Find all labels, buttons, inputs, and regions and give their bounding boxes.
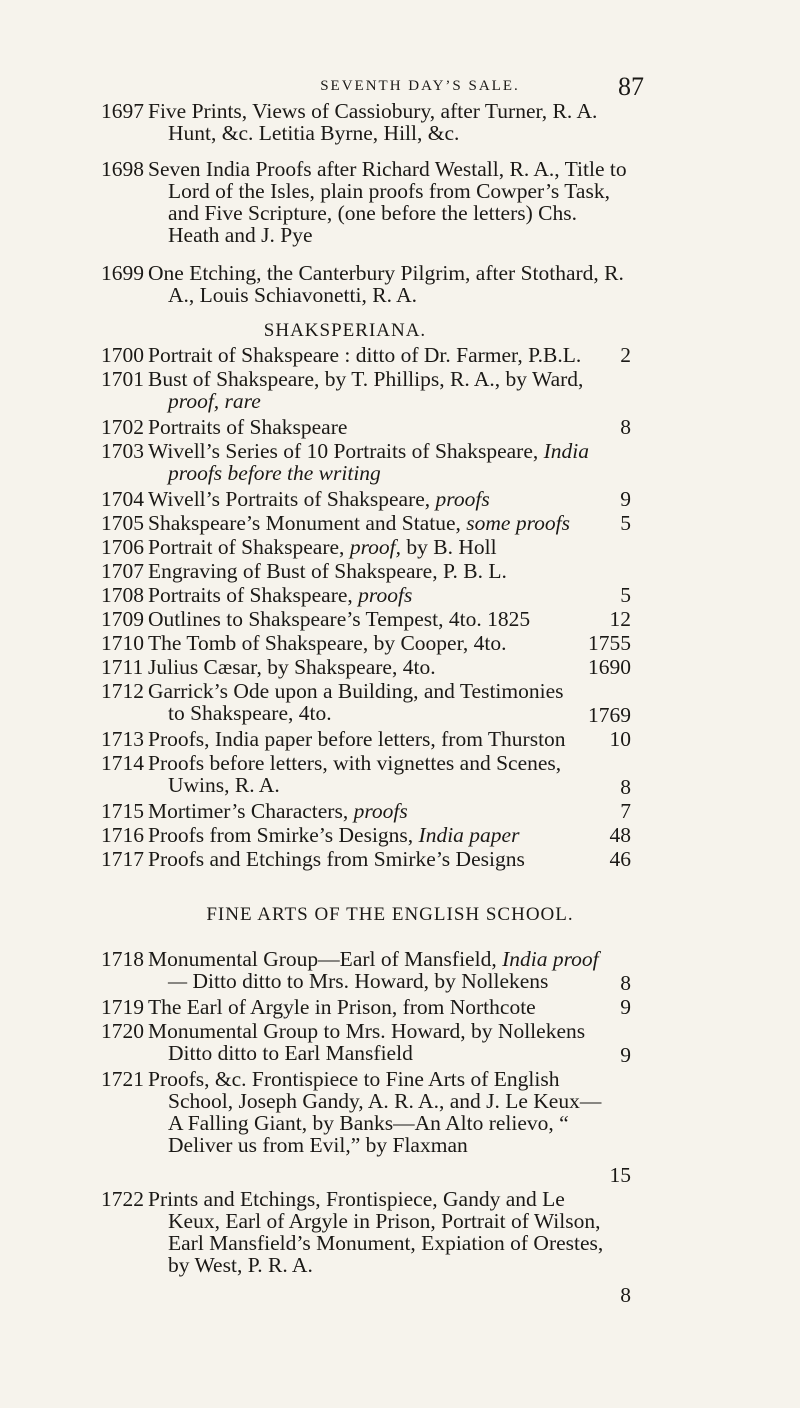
lot-description: Proofs before letters, with vignettes and Scenes, Uwins, R. A. [148, 751, 562, 797]
lot-description: Monumental Group to Mrs. Howard, by Nollekens Ditto ditto to Earl Mansfield [148, 1019, 586, 1065]
lot-entry [101, 368, 631, 412]
lot-description: Prints and Etchings, Frontispiece, Gandy and Le Keux, Earl of Argyle in Prison, Portrait of Wilson, Earl Mansfield’s Monument, Expiation of Orestes, by West, P. R. A. [148, 1187, 604, 1277]
lot-entry [101, 947, 631, 995]
lot-number: 1700 [101, 343, 144, 367]
lot-note: India proofs before the writing [168, 439, 589, 485]
lot-number: 1708 [101, 583, 144, 607]
lot-number: 1719 [101, 995, 144, 1019]
lot-number: 1709 [101, 607, 144, 631]
lot-number: 1707 [101, 559, 144, 583]
lot-number: 1710 [101, 631, 144, 655]
lot-note: proof, [349, 535, 401, 559]
lot-description: Engraving of Bust of Shakspeare, P. B. L. [148, 559, 507, 583]
lot-price: 9 [620, 995, 631, 1019]
lot-number: 1704 [101, 487, 144, 511]
lot-description: Wivell’s Series of 10 Portraits of Shakspeare, [148, 439, 539, 463]
lot-price: 8 [620, 415, 631, 439]
lot-entry [101, 679, 631, 727]
lot-entry [101, 344, 631, 366]
lot-description: Seven India Proofs after Richard Westall, R. A., Title to Lord of the Isles, plain proofs from Cowper’s Task, and Five Scripture, (one before the letters) Chs. Heath and J. Pye [148, 157, 627, 247]
lot-entry [101, 488, 631, 510]
lot-entry [101, 824, 631, 846]
running-head: SEVENTH DAY’S SALE. [320, 78, 520, 94]
lot-entry [101, 1187, 631, 1307]
lot-price: 8 [620, 1283, 631, 1307]
lot-description: Mortimer’s Characters, [148, 799, 349, 823]
lot-note: proofs [435, 487, 490, 511]
lot-entry [101, 848, 631, 870]
lot-price: 48 [609, 823, 631, 847]
section-heading-fine-arts: FINE ARTS OF THE ENGLISH SCHOOL. [206, 904, 574, 925]
lot-description: Proofs from Smirke’s Designs, [148, 823, 414, 847]
lot-description: Proofs and Etchings from Smirke’s Designs [148, 847, 525, 871]
lot-entry [101, 560, 631, 582]
lot-price: 1755 [588, 631, 631, 655]
lot-number: 1718 [101, 947, 144, 971]
lot-entry [101, 1067, 631, 1187]
lot-entry [101, 996, 631, 1018]
lot-number: 1711 [101, 655, 144, 679]
lot-note: some proofs [466, 511, 570, 535]
lot-description: The Tomb of Shakspeare, by Cooper, 4to. [148, 631, 507, 655]
lot-price: 10 [609, 727, 631, 751]
lot-description: One Etching, the Canterbury Pilgrim, after Stothard, R. A., Louis Schiavonetti, R. A. [148, 261, 624, 307]
lot-entry [101, 584, 631, 606]
lot-number: 1715 [101, 799, 144, 823]
lot-price: 2 [620, 343, 631, 367]
lot-entry [101, 536, 631, 558]
lot-entry [101, 1019, 631, 1067]
section-heading-shaksperiana: SHAKSPERIANA. [263, 320, 427, 341]
lot-description: Five Prints, Views of Cassiobury, after Turner, R. A. Hunt, &c. Letitia Byrne, Hill, &c. [148, 99, 598, 145]
lot-description: Portraits of Shakspeare [148, 415, 348, 439]
lot-entry [101, 262, 631, 306]
lot-entry [101, 512, 631, 534]
lot-price: 12 [609, 607, 631, 631]
lot-price: 1690 [588, 655, 631, 679]
lot-description: Monumental Group—Earl of Mansfield, [148, 947, 497, 971]
lot-note: proofs [353, 799, 408, 823]
lot-description: Portrait of Shakspeare : ditto of Dr. Farmer, P.B.L. [148, 343, 582, 367]
lot-entry [101, 800, 631, 822]
lot-number: 1698 [101, 157, 144, 181]
lot-number: 1712 [101, 679, 144, 703]
lot-entry [101, 656, 631, 678]
lot-description: Proofs, &c. Frontispiece to Fine Arts of English School, Joseph Gandy, A. R. A., and J. Le Keux—A Falling Giant, by Banks—An Alto relievo, “ Deliver us from Evil,” by Flaxman [148, 1067, 602, 1157]
lot-price: 5 [620, 511, 631, 535]
lot-number: 1721 [101, 1067, 144, 1091]
lot-description: Proofs, India paper before letters, from Thurston [148, 727, 566, 751]
lot-description: Bust of Shakspeare, by T. Phillips, R. A., by Ward, [148, 367, 584, 391]
lot-number: 1713 [101, 727, 144, 751]
lot-description-cont: Ditto ditto to Mrs. Howard, by Nollekens [192, 969, 549, 993]
lot-number: 1714 [101, 751, 144, 775]
lot-number: 1697 [101, 99, 144, 123]
lot-description: Portrait of Shakspeare, [148, 535, 345, 559]
lot-number: 1717 [101, 847, 144, 871]
lot-price: 9 [620, 487, 631, 511]
lot-note: proof, rare [168, 389, 261, 413]
lot-price: 46 [609, 847, 631, 871]
lot-entry [101, 751, 631, 799]
lot-entry [101, 416, 631, 438]
lot-entry [101, 100, 631, 144]
lot-description: Garrick’s Ode upon a Building, and Testimonies to Shakspeare, 4to. [148, 679, 564, 725]
lot-price: 8 [620, 971, 631, 995]
lot-description: Shakspeare’s Monument and Statue, [148, 511, 461, 535]
lot-number: 1716 [101, 823, 144, 847]
lot-description: Outlines to Shakspeare’s Tempest, 4to. 1825 [148, 607, 531, 631]
page-number: 87 [618, 72, 644, 101]
lot-price: 1769 [588, 703, 631, 727]
lot-number: 1701 [101, 367, 144, 391]
lot-description: Julius Cæsar, by Shakspeare, 4to. [148, 655, 436, 679]
lot-entry [101, 632, 631, 654]
lot-note: India paper [418, 823, 520, 847]
lot-description: The Earl of Argyle in Prison, from Northcote [148, 995, 536, 1019]
lot-number: 1702 [101, 415, 144, 439]
lot-price: 7 [620, 799, 631, 823]
lot-entry [101, 608, 631, 630]
lot-entry [101, 158, 631, 246]
lot-number: 1699 [101, 261, 144, 285]
lot-number: 1722 [101, 1187, 144, 1211]
lot-price: 9 [620, 1043, 631, 1067]
lot-description-cont: by B. Holl [406, 535, 497, 559]
lot-number: 1705 [101, 511, 144, 535]
lot-description: Wivell’s Portraits of Shakspeare, [148, 487, 431, 511]
lot-price: 8 [620, 775, 631, 799]
lot-description: Portraits of Shakspeare, [148, 583, 353, 607]
lot-entry [101, 440, 631, 484]
lot-price: 15 [609, 1163, 631, 1187]
lot-note: proofs [358, 583, 413, 607]
lot-entry [101, 728, 631, 750]
lot-price: 5 [620, 583, 631, 607]
lot-number: 1706 [101, 535, 144, 559]
lot-note: India proof— [168, 947, 599, 993]
lot-number: 1703 [101, 439, 144, 463]
lot-number: 1720 [101, 1019, 144, 1043]
